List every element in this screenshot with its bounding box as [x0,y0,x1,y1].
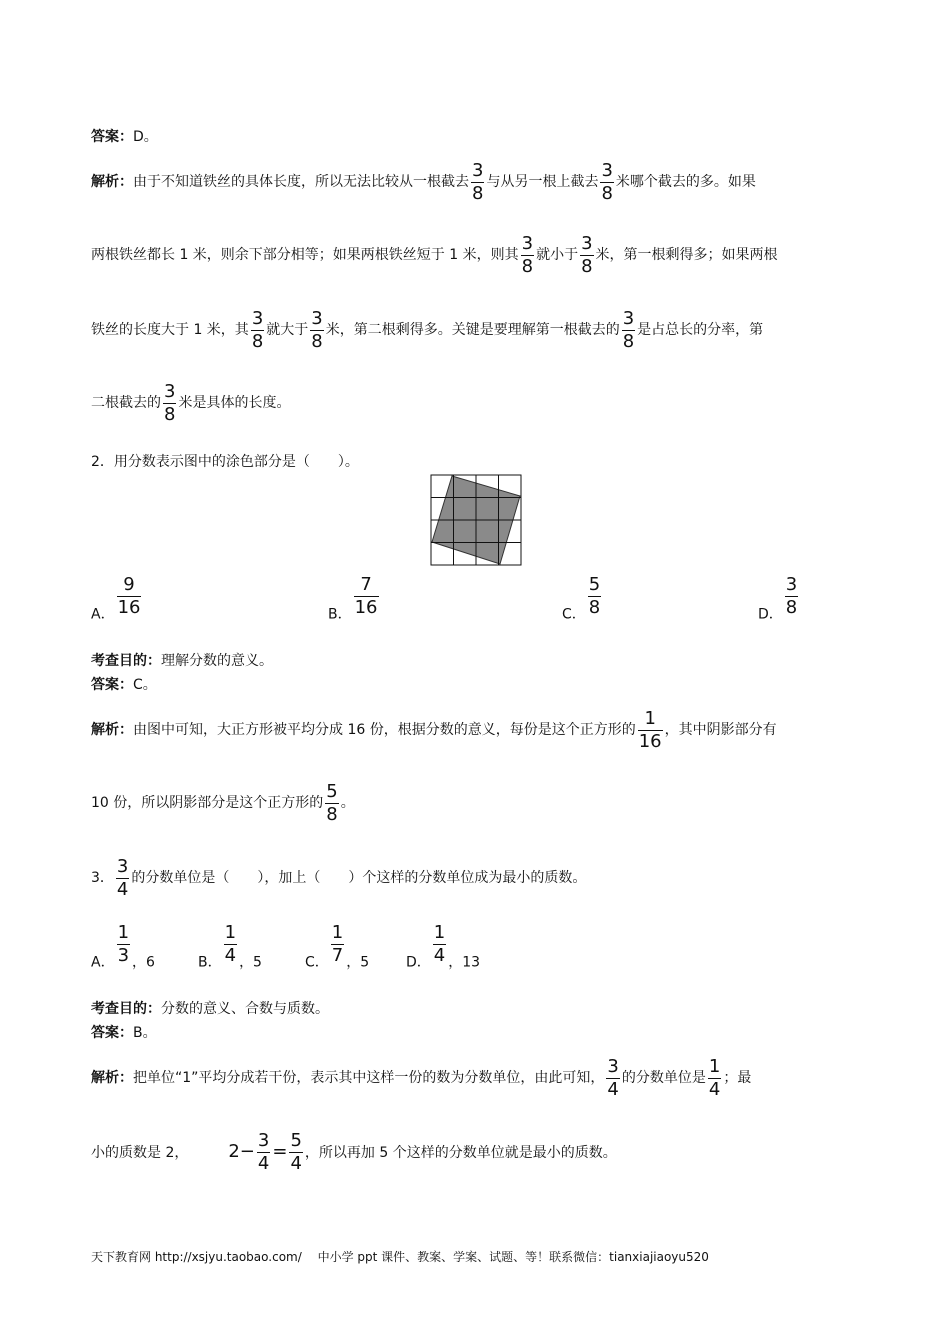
q3-option-c[interactable] [305,924,369,972]
analysis-label: 解析： [91,174,133,190]
fraction: $\frac{1}{4}$ [224,922,237,966]
question-number: 3． [91,870,114,886]
purpose-text: 理解分数的意义。 [161,653,273,669]
fraction: $\frac{3}{4}$ [257,1129,270,1174]
text: ，所以再加 5 个这样的分数单位就是最小的质数。 [304,1145,617,1161]
purpose-label: 考查目的： [91,1001,161,1017]
q2-option-d[interactable] [758,576,800,624]
equation [228,1129,305,1174]
answer-label: 答案： [91,677,133,693]
page-footer: 天下教育网 http://xsjyu.taobao.com/ 中小学 ppt 课件、教案、学案、试题、等！联系微信：tianxiajiaoyu520 [91,1250,709,1264]
text: ；最 [723,1070,752,1086]
option-label: B． [198,954,222,971]
text: ，其中阴影部分有 [664,722,777,738]
text: 10 份，所以阴影部分是这个正方形的 [91,795,324,811]
q3-option-b[interactable] [198,924,262,972]
question-text: 的分数单位是（ ），加上（ ）个这样的分数单位成为最小的质数。 [131,870,587,886]
analysis-line-2 [91,225,778,285]
text: 米哪个截去的多。如果 [615,174,756,190]
fraction: $\frac{1}{4}$ [708,1055,721,1100]
fraction: $\frac{3}{8}$ [581,232,593,277]
q3-option-a[interactable] [91,924,155,972]
grid-lines [431,475,521,565]
fraction: $\frac{3}{8}$ [601,159,613,204]
fraction: $\frac{1}{16}$ [638,707,662,752]
option-label: B． [328,606,352,623]
fraction: $\frac{3}{8}$ [164,380,176,425]
option-label: A． [91,606,115,623]
q3-analysis-1 [91,1048,751,1108]
text: 就大于 [266,322,309,338]
answer-value: C。 [133,677,157,693]
option-rest: ，13 [448,954,481,971]
fraction: $\frac{3}{8}$ [785,574,798,618]
q3-answer [91,1023,157,1043]
text: 与从另一根上截去 [486,174,599,190]
q2-analysis-1 [91,700,777,760]
fraction: $\frac{5}{8}$ [588,574,601,618]
analysis-line-4 [91,373,290,433]
q2-answer [91,675,157,695]
q2-option-a[interactable] [91,576,143,624]
option-label: C． [305,954,329,971]
eq-left: 2− [228,1141,255,1162]
fraction: $\frac{3}{8}$ [521,232,534,277]
analysis-line-3 [91,300,763,360]
text: 是占总长的分率，第 [637,322,764,338]
fraction: $\frac{1}{3}$ [117,922,130,966]
answer-line-1 [91,127,158,147]
eq-equals: = [272,1141,288,1162]
analysis-label: 解析： [91,1070,133,1086]
q2-option-b[interactable] [328,576,381,624]
answer-label: 答案： [91,129,133,145]
fraction: $\frac{1}{4}$ [433,922,446,966]
purpose-text: 分数的意义、合数与质数。 [161,1001,329,1017]
fraction: $\frac{3}{8}$ [251,307,264,352]
option-label: A． [91,954,115,971]
q3-analysis-2 [91,1122,617,1183]
q2-purpose [91,651,273,671]
text: 铁丝的长度大于 1 米，其 [91,322,249,338]
answer-label: 答案： [91,1025,133,1041]
text: 两根铁丝都长 1 米，则余下部分相等；如果两根铁丝短于 1 米，则其 [91,247,519,263]
fraction: $\frac{5}{4}$ [290,1129,302,1174]
fraction: $\frac{3}{8}$ [472,159,484,204]
text: 由图中可知，大正方形被平均分成 16 份，根据分数的意义，每份是这个正方形的 [133,722,636,738]
text: 米，第二根剩得多。关键是要理解第一根截去的 [325,322,620,338]
question-3 [91,848,586,908]
answer-value: D。 [133,129,158,145]
q2-analysis-2 [91,773,355,833]
answer-value: B。 [133,1025,157,1041]
fraction: $\frac{3}{4}$ [607,1055,619,1100]
text: 米是具体的长度。 [178,395,291,411]
fraction: $\frac{3}{8}$ [311,307,323,352]
fraction: $\frac{3}{4}$ [116,855,129,900]
fraction: $\frac{3}{8}$ [622,307,635,352]
text: 米，第一根剩得多；如果两根 [595,247,778,263]
option-rest: ，5 [346,954,370,971]
q3-purpose [91,999,329,1019]
text: 就小于 [536,247,579,263]
option-rest: ，6 [132,954,155,971]
option-rest: ，5 [239,954,262,971]
analysis-label: 解析： [91,722,133,738]
option-label: D． [758,606,783,623]
analysis-line-1 [91,152,756,212]
text: 把单位“1”平均分成若干份，表示其中这样一份的数为分数单位，由此可知， [133,1070,605,1086]
text: 二根截去的 [91,395,161,411]
fraction: $\frac{7}{16}$ [354,574,378,618]
text: 的分数单位是 [621,1070,706,1086]
fraction: $\frac{5}{8}$ [326,780,338,825]
purpose-label: 考查目的： [91,653,161,669]
option-label: C． [562,606,586,623]
shaded-grid-figure [430,474,522,566]
fraction: $\frac{9}{16}$ [117,574,141,618]
question-2: 2．用分数表示图中的涂色部分是（ ）。 [91,454,359,470]
text: 。 [340,795,355,811]
q3-option-d[interactable] [406,924,480,972]
fraction: $\frac{1}{7}$ [331,922,344,966]
text: 由于不知道铁丝的具体长度，所以无法比较从一根截去 [133,174,469,190]
q2-option-c[interactable] [562,576,603,624]
option-label: D． [406,954,431,971]
text: 小的质数是 2， [91,1145,189,1161]
